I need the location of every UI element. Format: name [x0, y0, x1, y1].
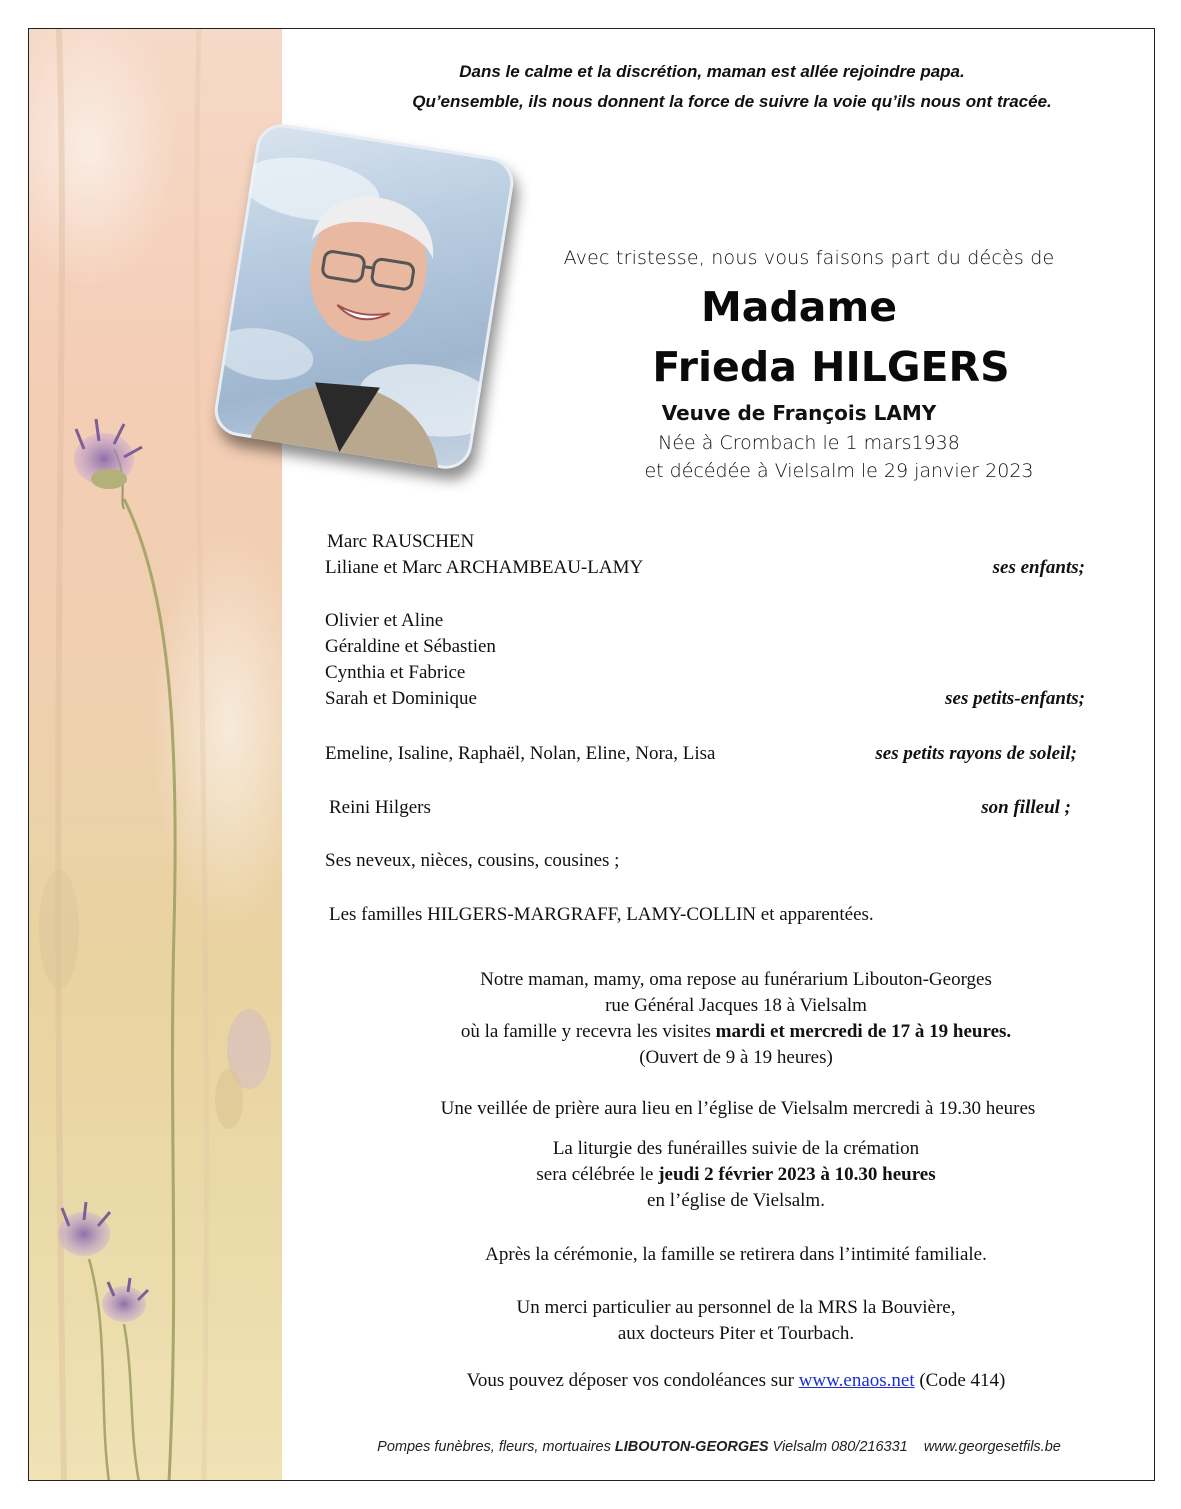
list-item [329, 795, 1071, 821]
grandchildren-label: ses petits-enfants; [945, 688, 1085, 709]
condolences-code: (Code 414) [914, 1370, 1006, 1391]
epitaph-quote [282, 57, 1122, 117]
children-label: ses enfants; [992, 557, 1085, 578]
widow-of: Veuve de François LAMY [661, 401, 937, 425]
portrait-photo [211, 121, 517, 473]
deceased-name: Frieda HILGERS [652, 343, 1010, 391]
godson-label: son filleul ; [981, 797, 1071, 818]
list-item [325, 555, 1085, 581]
list-item [325, 741, 1077, 767]
funeral-datetime: jeudi 2 février 2023 à 10.30 heures [658, 1164, 936, 1185]
godson-name: Reini Hilgers [329, 797, 431, 818]
epitaph-line-1: Dans le calme et la discrétion, maman est allée rejoindre papa. [459, 62, 965, 81]
visitation-hours: mardi et mercredi de 17 à 19 heures. [715, 1021, 1012, 1042]
visitation-line-3 [299, 1019, 1155, 1045]
funeral-line-2 [299, 1162, 1155, 1188]
grandchildren-block [325, 608, 1085, 712]
condolences-line [299, 1368, 1155, 1394]
visitation-line-3-text: où la famille y recevra les visites [460, 1021, 716, 1042]
list-item: Ses neveux, nièces, cousins, cousines ; [325, 850, 620, 871]
birth-date: Née à Crombach le 1 mars1938 [658, 432, 960, 454]
children-block [327, 529, 1087, 555]
visitation-line-1: Notre maman, mamy, oma repose au funérarium Libouton-Georges [480, 969, 992, 990]
funeral-line-2-text: sera célébrée le [536, 1164, 659, 1185]
thanks-line-1: Un merci particulier au personnel de la MRS la Bouvière, [516, 1297, 956, 1318]
funeral-line-3: en l’église de Vielsalm. [647, 1190, 825, 1211]
portrait-image [211, 121, 517, 473]
announcement-text: Avec tristesse, nous vous faisons part du décès de [563, 247, 1055, 269]
funeral-block [299, 1136, 1155, 1214]
grandchild-name: Sarah et Dominique [325, 688, 477, 709]
great-grandchildren-names: Emeline, Isaline, Raphaël, Nolan, Eline, Nora, Lisa [325, 743, 716, 764]
vigil-line: Une veillée de prière aura lieu en l’église de Vielsalm mercredi à 19.30 heures [440, 1098, 1036, 1119]
funeral-line-1: La liturgie des funérailles suivie de la crémation [552, 1138, 920, 1159]
obituary-card [28, 28, 1155, 1481]
funeral-home-brand: LIBOUTON-GEORGES [614, 1439, 769, 1455]
great-grandchildren-block [325, 741, 1077, 767]
great-grandchildren-label: ses petits rayons de soleil; [875, 743, 1077, 764]
child-name: Liliane et Marc ARCHAMBEAU-LAMY [325, 557, 644, 578]
thanks-line-2: aux docteurs Piter et Tourbach. [617, 1323, 855, 1344]
after-ceremony-line: Après la cérémonie, la famille se retirera dans l’intimité familiale. [485, 1244, 987, 1265]
visitation-line-2: rue Général Jacques 18 à Vielsalm [605, 995, 867, 1016]
list-item: Cynthia et Fabrice [325, 662, 466, 683]
list-item: Géraldine et Sébastien [325, 636, 496, 657]
epitaph-line-2: Qu’ensemble, ils nous donnent la force de suivre la voie qu’ils nous ont tracée. [412, 92, 1052, 111]
funeral-home-footer [282, 1439, 1155, 1455]
list-item [325, 686, 1085, 712]
children-block-2 [325, 555, 1085, 581]
visitation-block [299, 967, 1155, 1071]
condolences-link[interactable]: www.enaos.net [798, 1370, 915, 1391]
salutation: Madame [700, 283, 897, 331]
thanks-block [299, 1295, 1155, 1347]
godson-block [329, 795, 1071, 821]
list-item: Les familles HILGERS-MARGRAFF, LAMY-COLLIN et apparentées. [329, 904, 874, 925]
footer-contact: Vielsalm 080/216331 www.georgesetfils.be [768, 1439, 1061, 1455]
visitation-line-4: (Ouvert de 9 à 19 heures) [639, 1047, 833, 1068]
condolences-text: Vous pouvez déposer vos condoléances sur [466, 1370, 799, 1391]
footer-prefix: Pompes funèbres, fleurs, mortuaires [377, 1439, 615, 1455]
nephews-line [325, 848, 1085, 874]
list-item: Marc RAUSCHEN [327, 531, 475, 552]
families-line [329, 902, 1089, 928]
death-date: et décédée à Vielsalm le 29 janvier 2023 [644, 460, 1034, 482]
list-item: Olivier et Aline [325, 610, 444, 631]
